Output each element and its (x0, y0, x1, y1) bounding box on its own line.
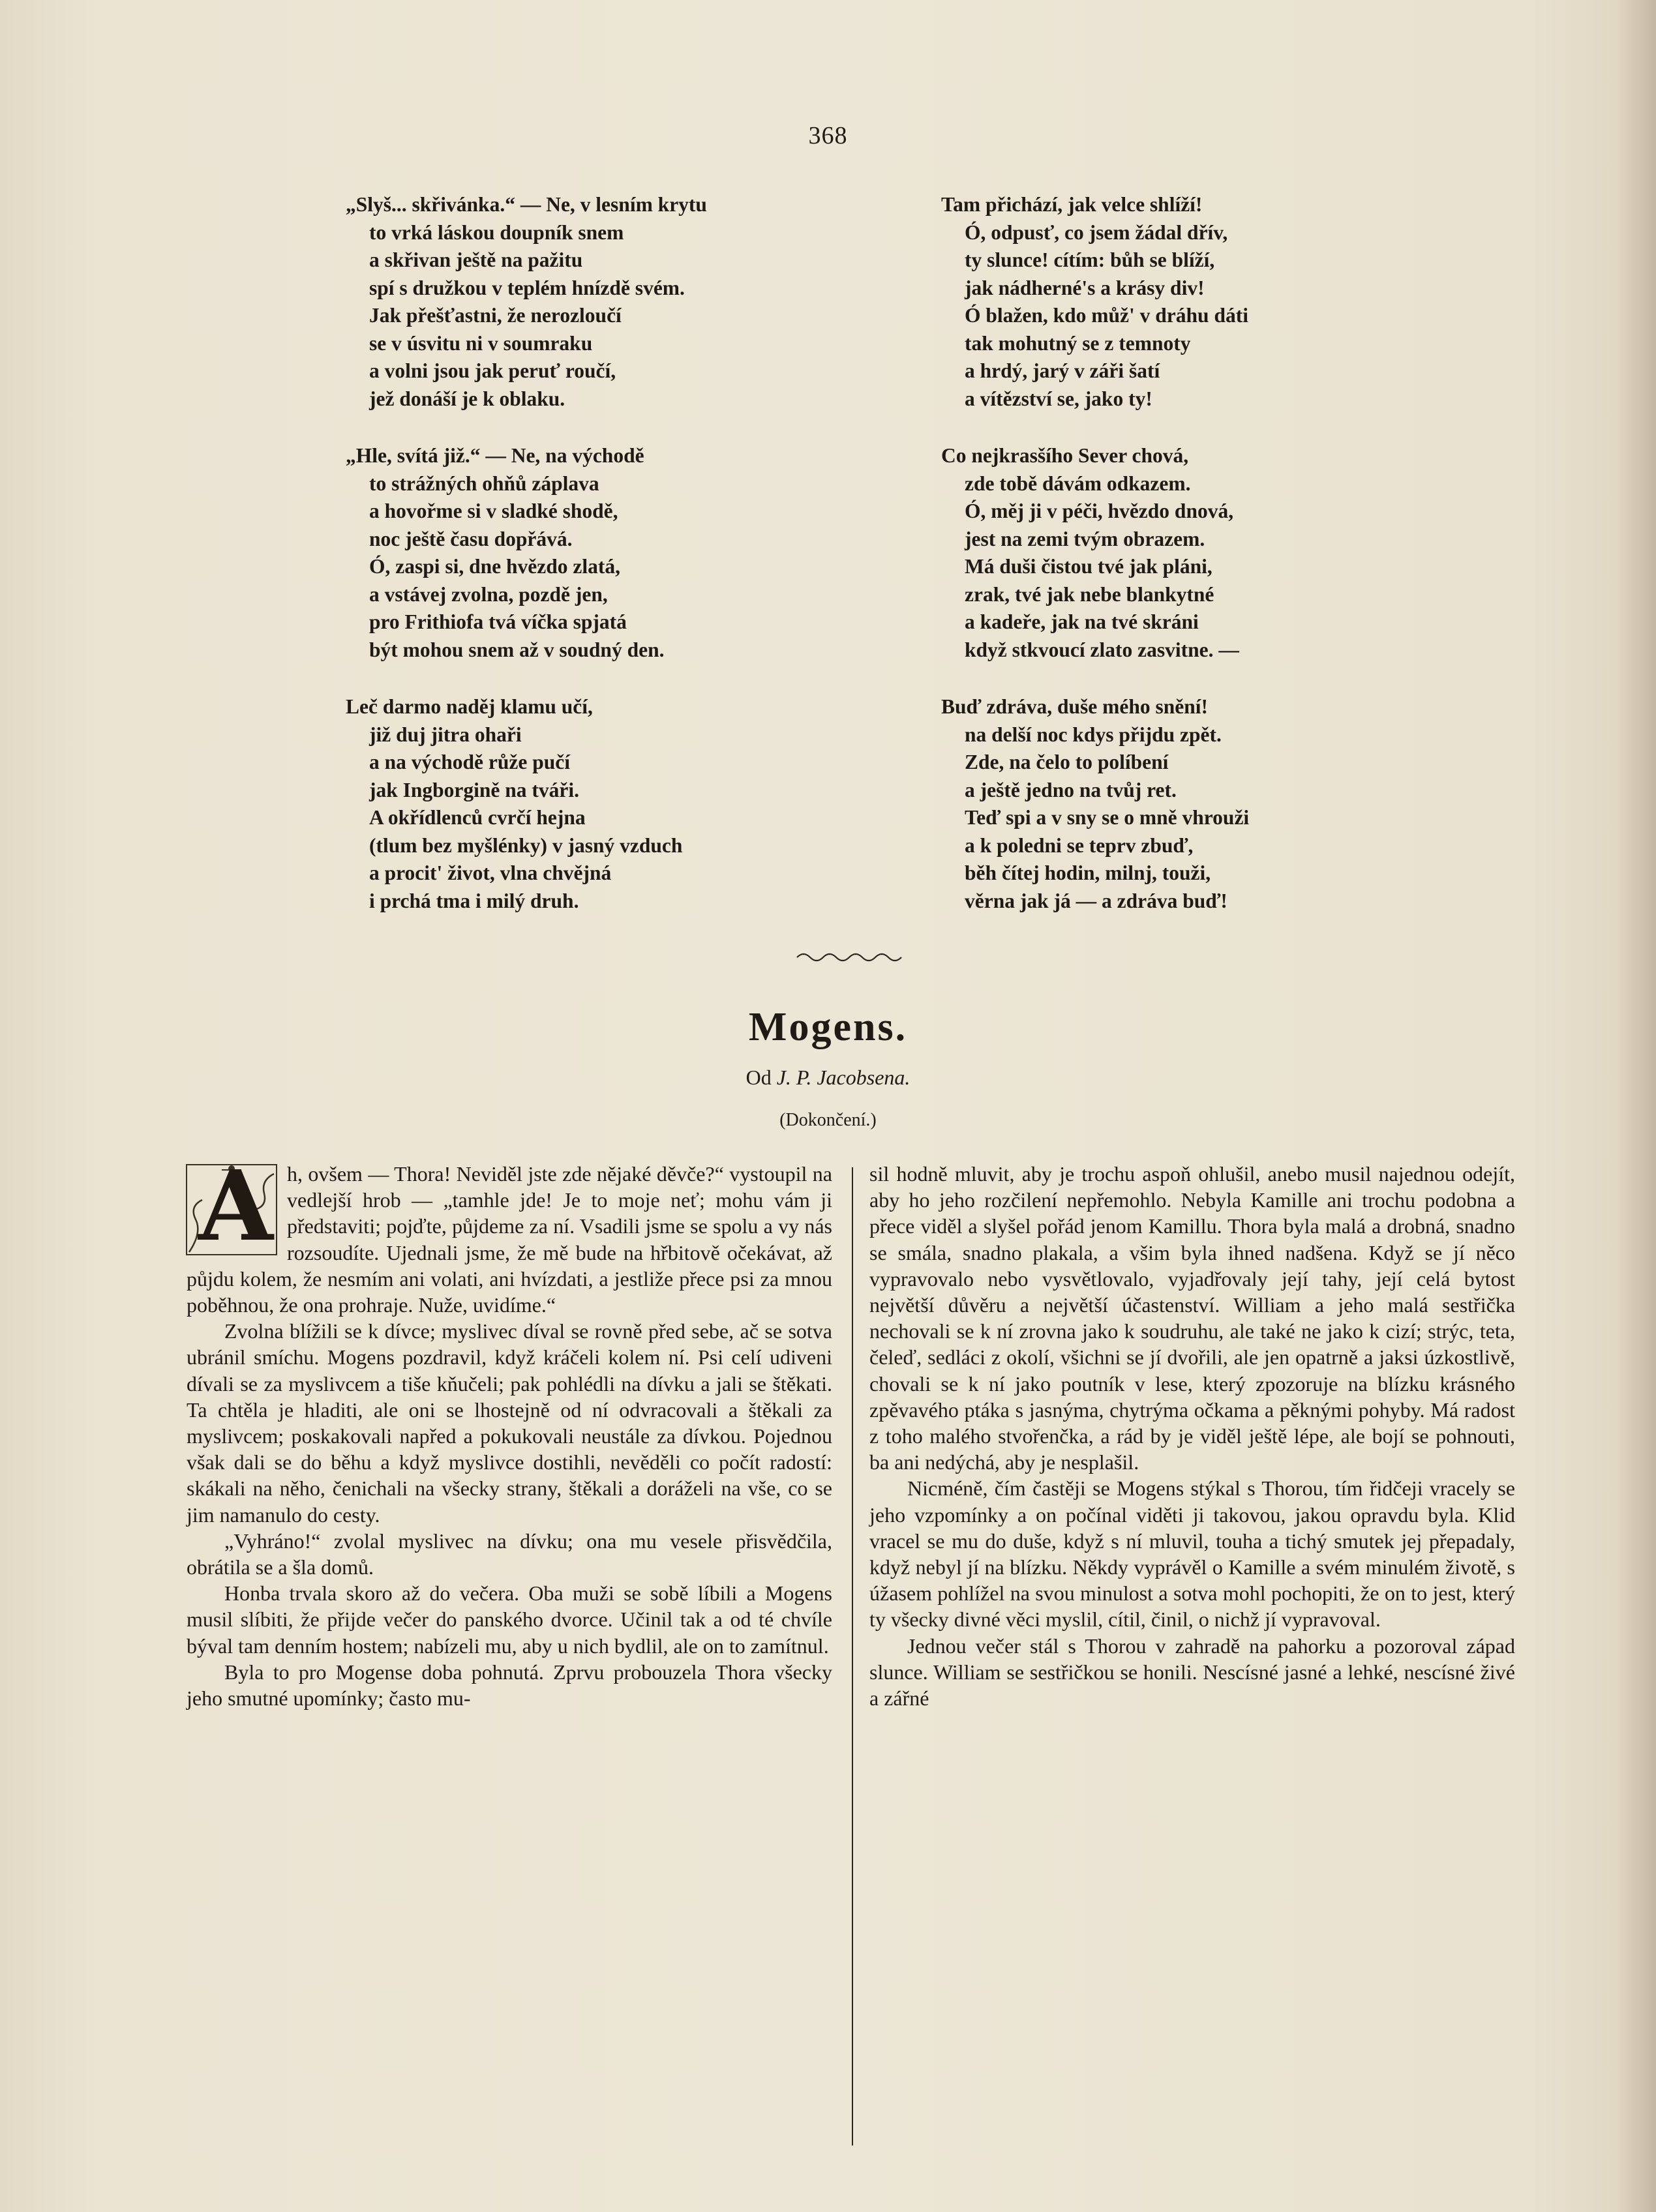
poem-line: zrak, tvé jak nebe blankytné (965, 582, 1214, 606)
poem-line: Ó, měj ji v péči, hvězdo dnová, (965, 500, 1234, 522)
prose-left-column (187, 1149, 832, 1711)
poem-line: Má duši čistou tvé jak pláni, (965, 555, 1212, 578)
poem-line: jest na zemi tvým obrazem. (965, 527, 1205, 550)
poem-line: „Hle, svítá již.“ — Ne, na východě (346, 444, 644, 467)
poem-right-column (941, 191, 1463, 944)
poem-line: to vrká láskou doupník snem (369, 220, 624, 244)
poem-line: a procit' život, vlna chvějná (369, 861, 612, 884)
poem-line: zde tobě dávám odkazem. (965, 471, 1191, 495)
poem-line: Ó, odpusť, co jsem žádal dřív, (965, 220, 1228, 244)
poem-line: být mohou snem až v soudný den. (369, 638, 665, 661)
article-paragraph: Byla to pro Mogense doba pohnutá. Zprvu probouzela Thora všecky jeho smutné upomínky; často mu- (187, 1660, 832, 1711)
poem-line: a vstávej zvolna, pozdě jen, (369, 582, 608, 606)
article-paragraph: sil hodně mluvit, aby je trochu aspoň ohlušil, anebo musil najednou odejít, aby ho jeho rozčilení nepřemohlo. Nebyla Kamille ani trochu podobna a přece viděl a slyšel pořád jenom Kamillu. Thora byla malá a drobná, snadno se smála, snadno plakala, a všim byla ihned nadšena. Když se jí něco vypravovalo nebo vysvětlovalo, vyjadřovaly její tahy, její celá bytost největší důvěru a největší účastenství. William a jeho malá sestřička nechovali se k ní zrovna jako k soudruhu, ale také ne jako k cizí; strýc, teta, čeleď, sedláci z okolí, všichni se jí dvořili, ale jen opatrně a jaksi úzkostlivě, chovali se k ní jako poutník v lese, který zpozoruje na blízku krásného zpěvavého ptáka s jasnýma, chytrýma očkama a pěknými pohyby. Má radost z toho malého stvořenčka, a rád by je viděl ještě lépe, ale bojí se pohnouti, ba ani nedýchá, aby je nesplašil. (869, 1162, 1515, 1474)
poem-line: a k poledni se teprv zbuď, (965, 833, 1194, 857)
poem-line: Zde, na čelo to políbení (965, 751, 1169, 773)
poem-left-column (346, 191, 881, 944)
poem-line: a volni jsou jak peruť roučí, (369, 359, 616, 382)
poem-line: běh čítej hodin, milnj, touži, (965, 861, 1211, 884)
poem-line: Buď zdráva, duše mého snění! (941, 695, 1209, 718)
poem-line: spí s družkou v teplém hnízdě svém. (369, 276, 685, 299)
poem-stanza (941, 693, 1463, 915)
poem-line: „Slyš... skřivánka.“ — Ne, v lesním krytu (346, 193, 707, 216)
article-title: Mogens. (748, 1005, 908, 1049)
dropcap-letter: A (198, 1149, 273, 1263)
poem-line: ty slunce! cítím: bůh se blíží, (965, 248, 1215, 271)
poem-line: Teď spi a v sny se o mně vhrouži (965, 806, 1250, 829)
poem-line: jež donáší je k oblaku. (369, 387, 565, 410)
poem-line: již duj jitra ohaři (369, 723, 522, 746)
page-edge-shadow (1617, 0, 1656, 2212)
poem-line: jak nádherné's a krásy div! (965, 276, 1205, 299)
page-number: 368 (808, 122, 848, 149)
poem-line: a ještě jedno na tvůj ret. (965, 778, 1177, 801)
poem-line: když stkvoucí zlato zasvitne. — (965, 638, 1239, 661)
poem-line: Co nejkrasšího Sever chová, (941, 444, 1189, 467)
poem-stanza (941, 191, 1463, 413)
poem-line: A okřídlenců cvrčí hejna (369, 806, 586, 829)
column-divider (852, 1167, 853, 2145)
poem-line: noc ještě času dopřává. (369, 527, 573, 550)
poem-line: a na východě růže pučí (369, 751, 571, 773)
article-paragraph: Nicméně, čím častěji se Mogens stýkal s Thorou, tím řidčeji vracely se jeho vzpomínky a on počínal viděti ji takovou, jakou opravdu byla. Klid vracel se mu do duše, když s ní mluvil, touha a tichý smutek jej přepadaly, když nebyl jí na blízku. Někdy vyprávěl o Kamille a svém minulém životě, s úžasem pohlížel na svou minulost a sotva mohl pochopiti, že on to jest, který ty všecky divné věci myslil, cítil, činil, o nichž jí vypravoval. (869, 1476, 1515, 1632)
article-paragraph: h, ovšem — Thora! Neviděl jste zde nějaké děvče?“ vystoupil na vedlejší hrob — „tamhle jde! Je to moje neť; mohu vám ji představiti; pojďte, půjdeme za ní. Vsadili jsme se spolu a vy nás rozsoudíte. Ujednali jsme, že mě bude na hřbitově očekávat, až půjdu kolem, že nesmím ani volati, ani hvízdati, a jestliže přece psi za mnou poběhnou, že ona prohraje. Nuže, uvidíme.“ (187, 1162, 832, 1317)
article-paragraph: „Vyhráno!“ zvolal myslivec na dívku; ona mu vesele přisvědčila, obrátila se a šla domů. (187, 1529, 832, 1579)
poem-line: (tlum bez myšlénky) v jasný vzduch (369, 833, 683, 857)
poem-line: se v úsvitu ni v soumraku (369, 331, 593, 355)
poem-line: to strážných ohňů záplava (369, 471, 599, 495)
article-paragraph: Jednou večer stál s Thorou v zahradě na pahorku a pozoroval západ slunce. William se sestřičkou se honili. Nescísné jasné a lehké, nescísné živé a zářné (869, 1634, 1515, 1711)
prose-right-column (869, 1161, 1515, 1711)
poem-stanza (346, 191, 881, 413)
byline-author: J. P. Jacobsena. (776, 1066, 911, 1089)
poem-line: a vítězství se, jako ty! (965, 387, 1152, 410)
article-continued-note: (Dokončení.) (779, 1110, 877, 1130)
poem-line: Ó blažen, kdo můž' v dráhu dáti (965, 304, 1248, 327)
poem-stanza (346, 442, 881, 664)
section-divider-ornament (796, 949, 907, 965)
poem-line: a hovořme si v sladké shodě, (369, 500, 618, 522)
poem-line: Tam přichází, jak velce shlíží! (941, 193, 1203, 216)
dropcap (183, 1149, 280, 1263)
poem-line: věrna jak já — a zdráva buď! (965, 889, 1227, 912)
article-paragraph: Honba trvala skoro až do večera. Oba muži se sobě líbili a Mogens musil slíbiti, že přijde večer do panského dvorce. Učinil tak a od té chvíle býval tam denním hostem; nabízeli mu, aby u nich bydlil, ale on to zamítnul. (187, 1581, 832, 1658)
poem-line: tak mohutný se z temnoty (965, 331, 1191, 355)
poem-stanza (346, 693, 881, 915)
poem-line: a hrdý, jarý v záři šatí (965, 359, 1160, 382)
poem-line: Jak přešťastni, že nerozloučí (369, 304, 622, 327)
poem-line: na delší noc kdys přijdu zpět. (965, 723, 1222, 746)
byline-prefix: Od (745, 1066, 772, 1089)
poem-line: jak Ingborgině na tváři. (369, 778, 580, 801)
poem-line: Ó, zaspi si, dne hvězdo zlatá, (369, 555, 621, 578)
article-paragraph: Zvolna blížili se k dívce; myslivec díval se rovně před sebe, ač se sotva ubránil smíchu. Mogens pozdravil, když kráčeli kolem ní. Psi celí udiveni dívali se za myslivcem a tiše kňučeli; pak pohlédli na dívku a jali se štěkati. Ta chtěla je hladiti, ale oni se lhostejně od ní odvracovali a štěkali za myslivcem; poskakovali napřed a pokukovali neustále za dívkou. Pojednou však dali se do běhu a když myslivce dostihli, nevěděli co počít radostí: skákali na něho, čenichali na všecky strany, štěkali a doráželi na vše, co se jim namanulo do cesty. (187, 1319, 832, 1527)
poem-line: pro Frithiofa tvá víčka spjatá (369, 610, 627, 633)
poem-line: a kadeře, jak na tvé skráni (965, 610, 1199, 633)
poem-line: a skřivan ještě na pažitu (369, 248, 583, 271)
poem-line: i prchá tma i milý druh. (369, 889, 579, 912)
article-byline (0, 1066, 1656, 1090)
poem-stanza (941, 442, 1463, 664)
poem-line: Leč darmo naděj klamu učí, (346, 695, 593, 718)
